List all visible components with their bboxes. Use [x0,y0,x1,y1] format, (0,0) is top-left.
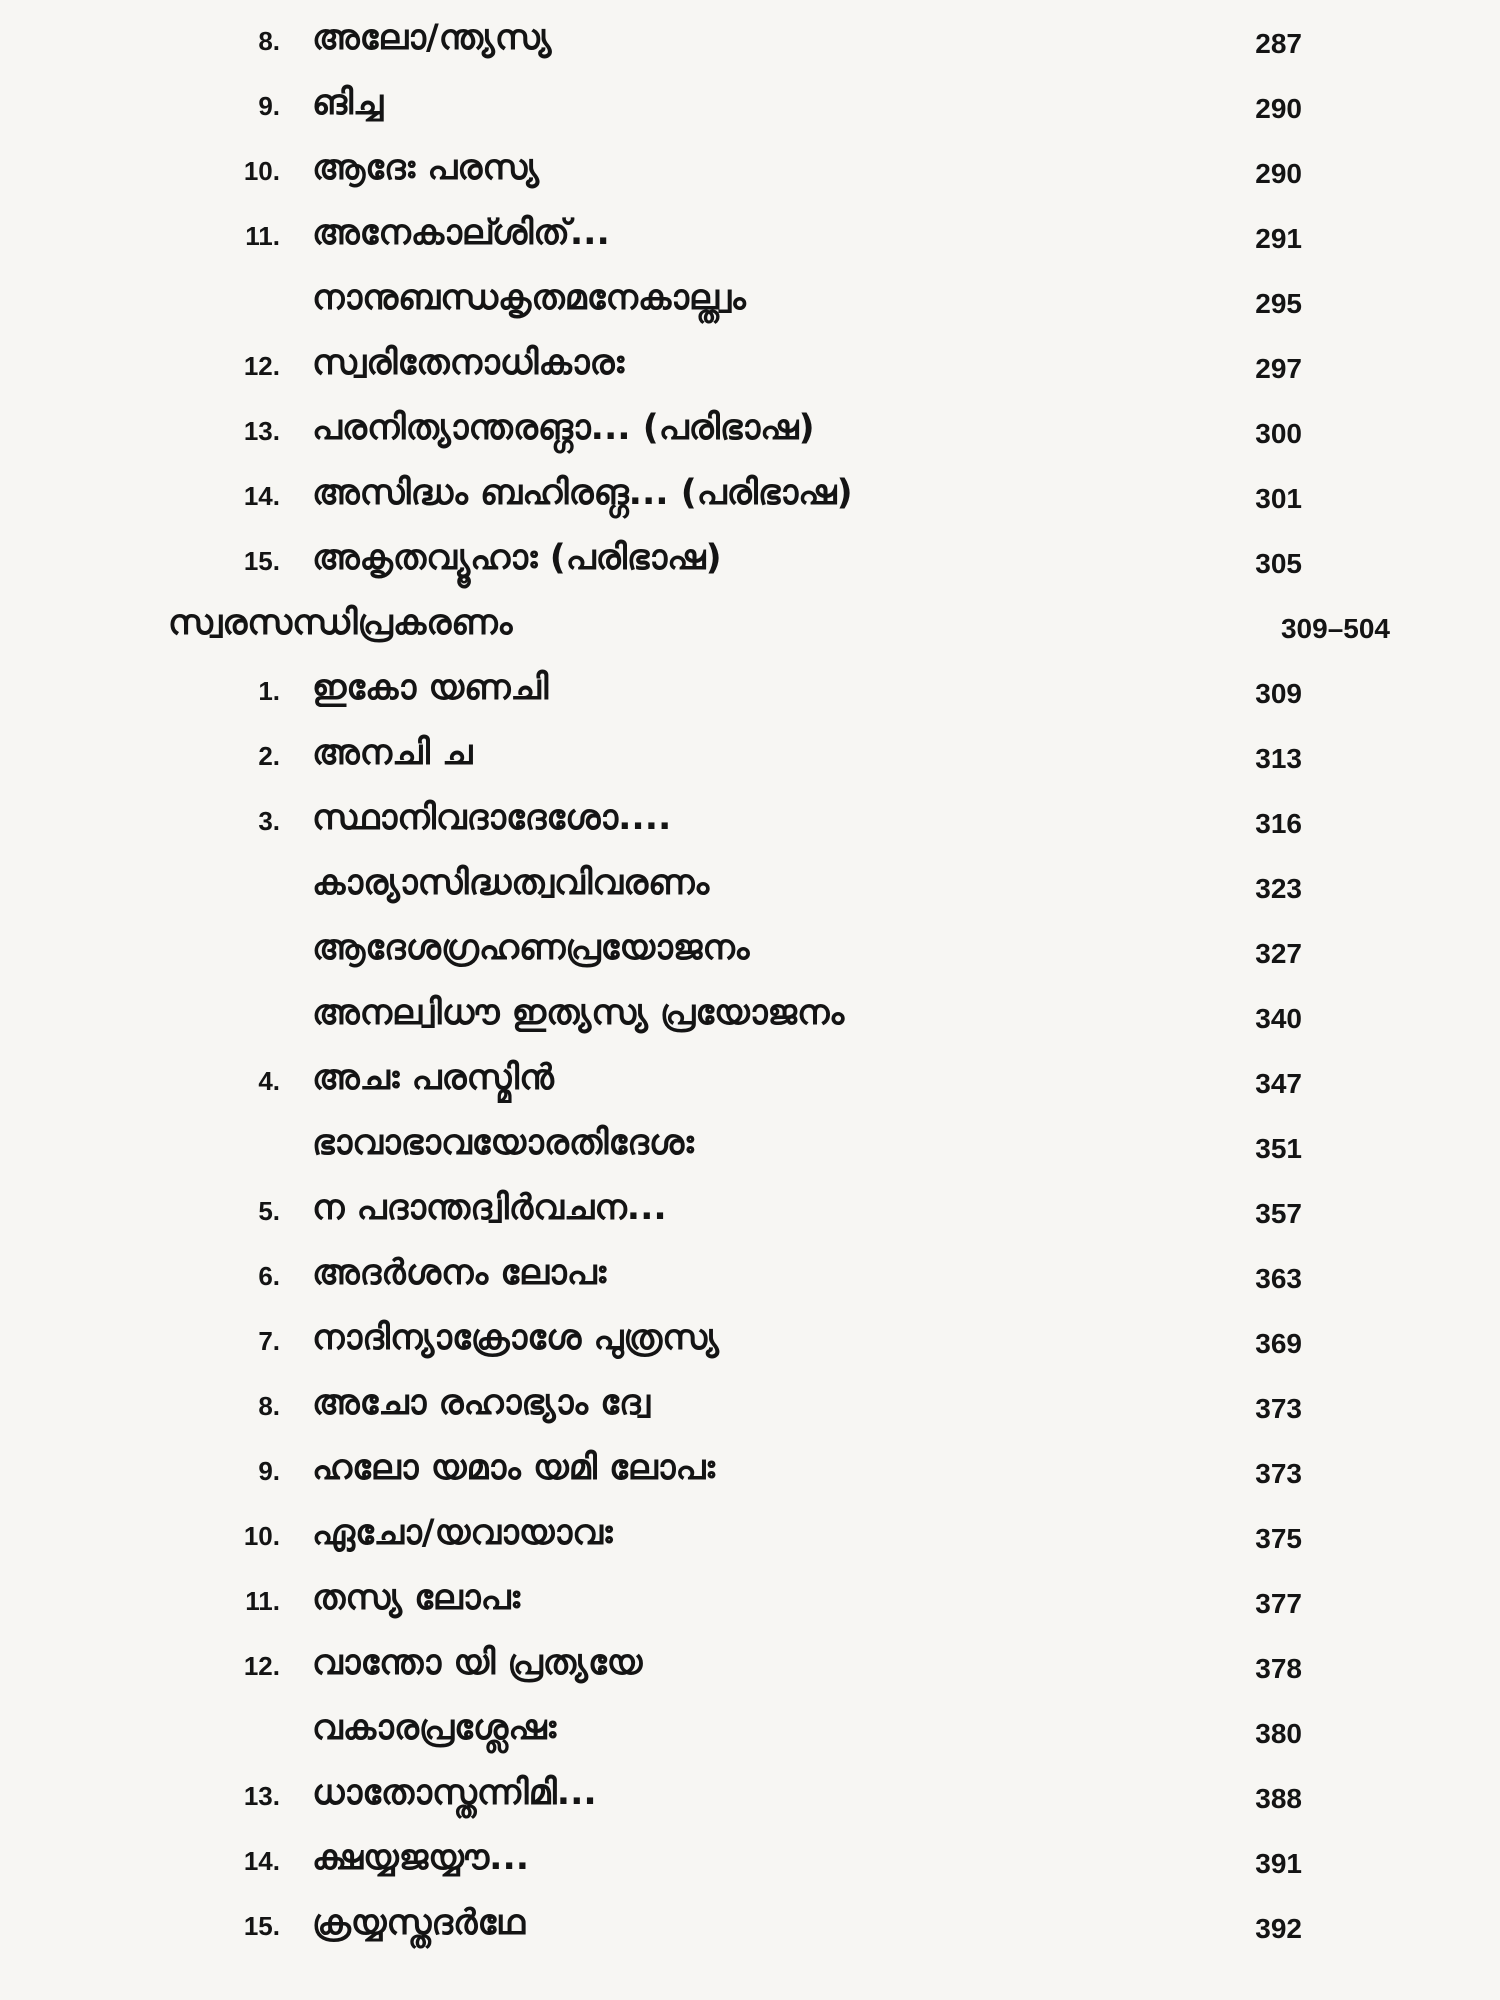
entry-number: 12. [243,351,280,381]
entry-title: അദർശനം ലോപഃ [312,1253,607,1293]
toc-entry [0,473,1500,533]
entry-title: അകൃതവ്യൂഹാഃ (പരിഭാഷ) [312,538,722,578]
entry-title: വകാരപ്രശ്ലേഷഃ [312,1708,557,1748]
entry-page-number: 300 [1255,418,1302,449]
entry-page-number: 327 [1255,938,1302,969]
entry-title: ധാതോസ്തന്നിമി... [312,1773,597,1813]
entry-number: 4. [258,1066,280,1096]
entry-number: 8. [258,1391,280,1421]
entry-page-number: 340 [1255,1003,1302,1034]
toc-entry [0,993,1500,1053]
entry-title: ക്രയ്യസ്തദർഥേ [312,1903,526,1943]
toc-entry [0,668,1500,728]
entry-title: സ്വരിതേനാധികാരഃ [312,343,625,383]
entry-number: 15. [243,546,280,576]
entry-number: 9. [258,91,280,121]
entry-page-number: 323 [1255,873,1302,904]
entry-number: 2. [258,741,280,771]
entry-title: ഹലോ യമാം യമി ലോപഃ [312,1448,715,1488]
entry-title: ഭാവാഭാവയോരതിദേശഃ [312,1123,694,1163]
entry-page-number: 378 [1255,1653,1302,1684]
entry-title: സ്ഥാനിവദാദേശോ.... [312,798,672,838]
toc-entry [0,1123,1500,1183]
entry-number: 13. [243,416,280,446]
entry-page-number: 291 [1255,223,1302,254]
entry-title: അനചി ച [312,733,473,773]
toc-entry [0,1578,1500,1638]
entry-title: തസ്യ ലോപഃ [312,1578,521,1618]
entry-number: 7. [258,1326,280,1356]
entry-page-number: 369 [1255,1328,1302,1359]
entry-number: 13. [243,1781,280,1811]
entry-title: ഇകോ യണചി [312,668,549,708]
entry-number: 9. [258,1456,280,1486]
toc-entry [0,1383,1500,1443]
toc-entry [0,278,1500,338]
entry-title: നാനുബന്ധകൃതമനേകാല്ത്വം [312,278,746,318]
toc-entry [0,1058,1500,1118]
section-title: സ്വരസന്ധിപ്രകരണം [168,603,513,643]
entry-number: 11. [245,1586,280,1616]
toc-section-heading [0,603,1500,663]
entry-page-number: 316 [1255,808,1302,839]
entry-page-number: 295 [1255,288,1302,319]
entry-page-number: 357 [1255,1198,1302,1229]
entry-title: നാദിന്യാക്രോശേ പുത്രസ്യ [312,1318,719,1358]
toc-entry [0,1903,1500,1963]
entry-title: അചോ രഹാഭ്യാം ദ്വേ [312,1383,650,1423]
entry-number: 12. [243,1651,280,1681]
entry-number: 10. [243,1521,280,1551]
toc-entry [0,1643,1500,1703]
entry-number: 14. [243,481,280,511]
entry-number: 1. [258,676,280,706]
entry-title: കാര്യാസിദ്ധത്വവിവരണം [312,863,710,903]
entry-number: 10. [243,156,280,186]
entry-page-number: 388 [1255,1783,1302,1814]
entry-page-number: 290 [1255,93,1302,124]
entry-page-number: 305 [1255,548,1302,579]
toc-entry [0,1773,1500,1833]
entry-page-number: 373 [1255,1393,1302,1424]
toc-entry [0,18,1500,78]
toc-entry [0,863,1500,923]
entry-title: അനേകാല്ശിത്... [312,213,610,253]
entry-page-number: 391 [1255,1848,1302,1879]
toc-entry [0,538,1500,598]
section-page-range: 309–504 [1280,613,1390,644]
toc-entry [0,1448,1500,1508]
entry-page-number: 373 [1255,1458,1302,1489]
entry-title: അസിദ്ധം ബഹിരങ്ഗ... (പരിഭാഷ) [312,473,853,513]
entry-title: പരനിത്യാന്തരങ്ഗാ... (പരിഭാഷ) [312,408,815,448]
entry-page-number: 377 [1255,1588,1302,1619]
entry-number: 3. [258,806,280,836]
entry-title: ആദേഃ പരസ്യ [312,148,539,188]
toc-entry [0,343,1500,403]
entry-page-number: 363 [1255,1263,1302,1294]
entry-title: വാന്തോ യി പ്രത്യയേ [312,1643,643,1683]
entry-page-number: 309 [1255,678,1302,709]
toc-entry [0,1253,1500,1313]
entry-page-number: 301 [1255,483,1302,514]
entry-number: 11. [245,221,280,251]
entry-title: അചഃ പരസ്മിൻ [312,1058,554,1098]
entry-page-number: 392 [1255,1913,1302,1944]
toc-entry [0,1318,1500,1378]
entry-number: 5. [258,1196,280,1226]
entry-page-number: 375 [1255,1523,1302,1554]
entry-title: ങിച്ച [312,83,384,123]
toc-entry [0,1513,1500,1573]
entry-page-number: 297 [1255,353,1302,384]
toc-entry [0,733,1500,793]
entry-page-number: 351 [1255,1133,1302,1164]
entry-title: ഏചോ/യവായാവഃ [312,1513,613,1553]
entry-page-number: 290 [1255,158,1302,189]
toc-entry [0,798,1500,858]
toc-entry [0,1188,1500,1248]
entry-title: അലോ/ന്ത്യസ്യ [312,18,552,58]
entry-page-number: 347 [1255,1068,1302,1099]
entry-page-number: 313 [1255,743,1302,774]
entry-number: 14. [243,1846,280,1876]
entry-page-number: 287 [1255,28,1302,59]
entry-page-number: 380 [1255,1718,1302,1749]
entry-number: 8. [258,26,280,56]
entry-title: ആദേശഗ്രഹണപ്രയോജനം [312,928,750,968]
toc-entry [0,928,1500,988]
toc-entry [0,1838,1500,1898]
entry-title: ന പദാന്തദ്വിർവചന... [312,1188,667,1228]
toc-entry [0,1708,1500,1768]
entry-title: അനല്വിധൗ ഇത്യസ്യ പ്രയോജനം [312,993,845,1033]
toc-entry [0,83,1500,143]
entry-title: ക്ഷയ്യജയ്യൗ... [312,1838,530,1878]
entry-number: 15. [243,1911,280,1941]
toc-entry [0,213,1500,273]
toc-entry [0,408,1500,468]
toc-entry [0,148,1500,208]
entry-number: 6. [258,1261,280,1291]
